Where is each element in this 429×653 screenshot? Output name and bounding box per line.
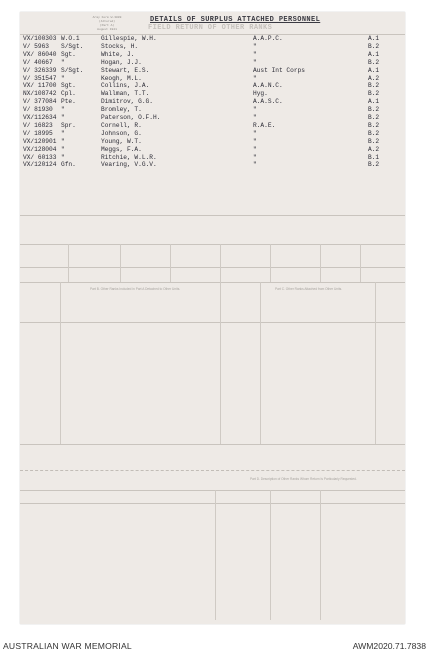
personnel-unit: "	[253, 58, 257, 66]
personnel-row	[23, 161, 403, 169]
personnel-num: V/ 16823	[23, 121, 53, 129]
personnel-rank: Sgt.	[61, 82, 76, 90]
personnel-num: V/ 40667	[23, 58, 53, 66]
personnel-name: Bromley, T.	[101, 106, 142, 114]
personnel-row	[23, 82, 403, 90]
personnel-row	[23, 114, 403, 122]
personnel-rank: "	[61, 145, 65, 153]
personnel-name: Young, W.T.	[101, 137, 142, 145]
personnel-unit: "	[253, 74, 257, 82]
personnel-cat: B.2	[368, 58, 380, 66]
personnel-unit: "	[253, 153, 257, 161]
personnel-unit: A.A.P.C.	[253, 35, 283, 42]
personnel-unit: Hyg.	[253, 90, 268, 98]
personnel-rank: S/Sgt.	[61, 42, 84, 50]
part-c-heading: Part C. Other Ranks Attached from Other Units.	[275, 287, 343, 291]
personnel-name: Keogh, M.L.	[101, 74, 142, 82]
personnel-num: V/ 81930	[23, 106, 53, 114]
personnel-num: V/ 377084	[23, 98, 57, 106]
personnel-cat: B.2	[368, 42, 380, 50]
personnel-num: VX/120901	[23, 137, 57, 145]
personnel-name: Wallman, T.T.	[101, 90, 150, 98]
personnel-row	[23, 90, 403, 98]
personnel-name: Stocks, H.	[101, 42, 139, 50]
personnel-num: V/ 5963	[23, 42, 49, 50]
personnel-cat: A.1	[368, 50, 380, 58]
personnel-name: White, J.	[101, 50, 135, 58]
personnel-row	[23, 59, 403, 67]
personnel-unit: A.A.S.C.	[253, 98, 283, 106]
personnel-num: VX/128004	[23, 145, 57, 153]
personnel-name: Stewart, E.S.	[101, 66, 150, 74]
personnel-rank: "	[61, 137, 65, 145]
personnel-row	[23, 138, 403, 146]
part-d-heading: Part D. Description of Other Ranks Whom Return Is Particularly Requested.	[250, 477, 357, 481]
personnel-num: VX/ 60133	[23, 153, 57, 161]
personnel-unit: "	[253, 129, 257, 137]
tear-line	[20, 470, 405, 471]
personnel-name: Collins, J.A.	[101, 82, 150, 90]
personnel-row	[23, 51, 403, 59]
personnel-row	[23, 106, 403, 114]
personnel-row	[23, 122, 403, 130]
personnel-row	[23, 75, 403, 83]
personnel-cat: B.2	[368, 114, 380, 121]
personnel-unit: "	[253, 106, 257, 114]
personnel-unit: "	[253, 42, 257, 50]
personnel-rank: "	[61, 74, 65, 82]
personnel-cat: A.1	[368, 98, 380, 106]
personnel-cat: B.2	[368, 121, 380, 129]
personnel-num: VX/ 11700	[23, 82, 57, 90]
personnel-name: Johnson, G.	[101, 129, 142, 137]
personnel-cat: B.2	[368, 82, 380, 90]
personnel-rank: Cpl.	[61, 90, 76, 98]
personnel-num: VX/100303	[23, 35, 57, 42]
personnel-name: Meggs, F.A.	[101, 145, 142, 153]
personnel-row	[23, 35, 403, 43]
personnel-unit: "	[253, 50, 257, 58]
personnel-name: Vearing, V.G.V.	[101, 161, 157, 169]
personnel-row	[23, 98, 403, 106]
personnel-unit: "	[253, 145, 257, 153]
personnel-num: VX/120124	[23, 161, 57, 169]
personnel-unit: "	[253, 114, 257, 121]
personnel-cat: B.2	[368, 161, 380, 169]
personnel-cat: A.2	[368, 145, 380, 153]
personnel-name: Hogan, J.J.	[101, 58, 142, 66]
personnel-name: Cornell, R.	[101, 121, 142, 129]
personnel-unit: R.A.E.	[253, 121, 276, 129]
personnel-cat: B.1	[368, 153, 380, 161]
personnel-name: Ritchie, W.L.R.	[101, 153, 157, 161]
document-title: DETAILS OF SURPLUS ATTACHED PERSONNEL	[150, 16, 321, 24]
personnel-rank: "	[61, 153, 65, 161]
personnel-rank: "	[61, 106, 65, 114]
personnel-rank: Gfn.	[61, 161, 76, 169]
personnel-rank: "	[61, 129, 65, 137]
personnel-row	[23, 130, 403, 138]
personnel-name: Paterson, O.F.H.	[101, 114, 161, 121]
personnel-cat: A.1	[368, 35, 380, 42]
personnel-num: V/ 18995	[23, 129, 53, 137]
accession-number: AWM2020.71.7838	[352, 641, 426, 651]
personnel-rank: S/Sgt.	[61, 66, 84, 74]
personnel-rank: "	[61, 114, 65, 121]
personnel-row	[23, 154, 403, 162]
personnel-cat: B.2	[368, 137, 380, 145]
personnel-row	[23, 43, 403, 51]
personnel-num: VX/112634	[23, 114, 57, 121]
personnel-rank: "	[61, 58, 65, 66]
part-b-heading: Part B. Other Ranks Included in Part A Detached to Other Units.	[90, 287, 181, 291]
form-sheet	[20, 12, 405, 624]
personnel-unit: "	[253, 161, 257, 169]
personnel-cat: B.2	[368, 106, 380, 114]
personnel-num: V/ 351547	[23, 74, 57, 82]
personnel-rank: Pte.	[61, 98, 76, 106]
personnel-num: V/ 326339	[23, 66, 57, 74]
personnel-cat: B.2	[368, 129, 380, 137]
personnel-cat: B.2	[368, 90, 380, 98]
personnel-num: VX/ 86040	[23, 50, 57, 58]
personnel-cat: A.1	[368, 66, 380, 74]
show-through-title: FIELD RETURN OF OTHER RANKS	[148, 24, 273, 32]
personnel-row	[23, 146, 403, 154]
personnel-name: Dimitrov, G.G.	[101, 98, 153, 106]
personnel-cat: A.2	[368, 74, 380, 82]
personnel-name: Gillespie, W.H.	[101, 35, 157, 42]
personnel-unit: A.A.N.C.	[253, 82, 283, 90]
personnel-num: NX/108742	[23, 90, 57, 98]
personnel-rank: Sgt.	[61, 50, 76, 58]
personnel-unit: Aust Int Corps	[253, 66, 305, 74]
personnel-unit: "	[253, 137, 257, 145]
personnel-rank: Spr.	[61, 121, 76, 129]
institution-credit: AUSTRALIAN WAR MEMORIAL	[3, 641, 132, 651]
personnel-rank: W.O.1	[61, 35, 80, 42]
personnel-row	[23, 67, 403, 75]
form-reference: Army Form W.3009 (Altered) (Part A) August 1941	[92, 16, 122, 31]
